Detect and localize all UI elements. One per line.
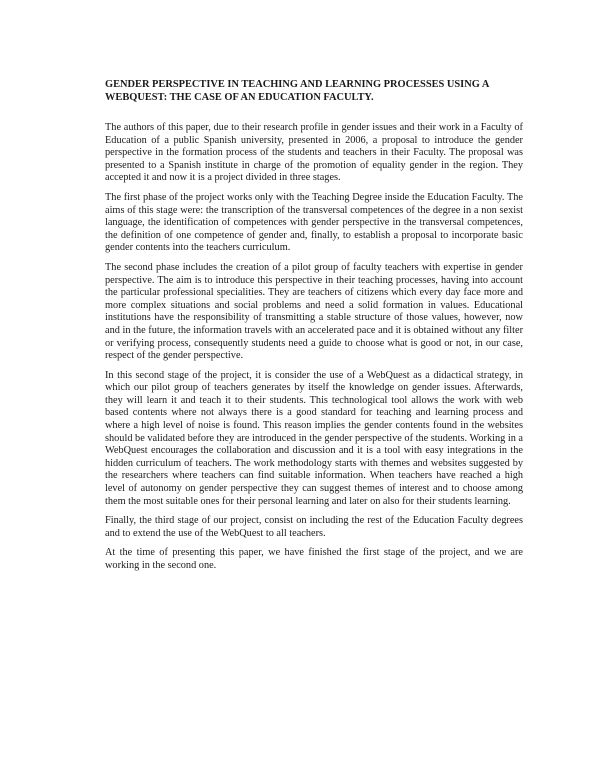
paragraph-status: At the time of presenting this paper, we have finished the first stage of the project, and we are working in the second one. xyxy=(105,547,523,571)
paragraph-intro: The authors of this paper, due to their research profile in gender issues and their work in a Faculty of Education of a public Spanish university, presented in 2006, a proposal to introduce the gender perspective in the formation process of the students and teachers in their Faculty. The proposal was presented to a Spanish institute in charge of the promotion of equality gender in the region. They accepted it and now it is a project divided in three stages. xyxy=(105,122,523,184)
paragraph-webquest: In this second stage of the project, it is consider the use of a WebQuest as a didactical strategy, in which our pilot group of teachers generates by itself the knowledge on gender issues. Afterwards, they will learn it and teach it to their students. This technological tool allows the work with web based contents where not always there is a good standard for teaching and learning process and where a high level of noise is found. This reason implies the gender contents found in the websites should be validated before they are introduced in the gender perspective of the students. Working in a WebQuest encourages the collaboration and discussion and it is a tool with easy integrations in the hidden curriculum of teachers. The work methodology starts with themes and websites suggested by the researchers where teachers can find suitable information. When teachers have reached a high level of autonomy on gender perspective they can suggest themes of interest and to choose among them the most suitable ones for their personal learning and later on also for their students learning. xyxy=(105,369,523,507)
document-body xyxy=(105,78,523,580)
paragraph-third-stage: Finally, the third stage of our project, consist on including the rest of the Education Faculty degrees and to extend the use of the WebQuest to all teachers. xyxy=(105,515,523,539)
document-title: GENDER PERSPECTIVE IN TEACHING AND LEARNING PROCESSES USING A WEBQUEST: THE CASE OF AN EDUCATION FACULTY. xyxy=(105,79,489,103)
paragraph-second-phase: The second phase includes the creation of a pilot group of faculty teachers with expertise in gender perspective. The aim is to introduce this perspective in their teaching processes, having into account the particular professional specialities. They are teachers of citizens which every day face more and more complex situations and social problems and need a solid formation in values. Educational institutions have the responsibility of transmitting a stable structure of those values, however, now and in the future, the information travels with an accelerated pace and it is obtained without any filter or verifying process, consequently students need a guide to choose what is good or not, in our case, respect of the gender perspective. xyxy=(105,261,523,362)
paragraph-first-phase: The first phase of the project works only with the Teaching Degree inside the Education Faculty. The aims of this stage were: the transcription of the transversal competences of the degree in a non sexist language, the identification of competences with gender perspective in the transversal competences, the definition of one competence of gender and, finally, to establish a proposal to incorporate basic gender contents into the teachers curriculum. xyxy=(105,191,523,254)
